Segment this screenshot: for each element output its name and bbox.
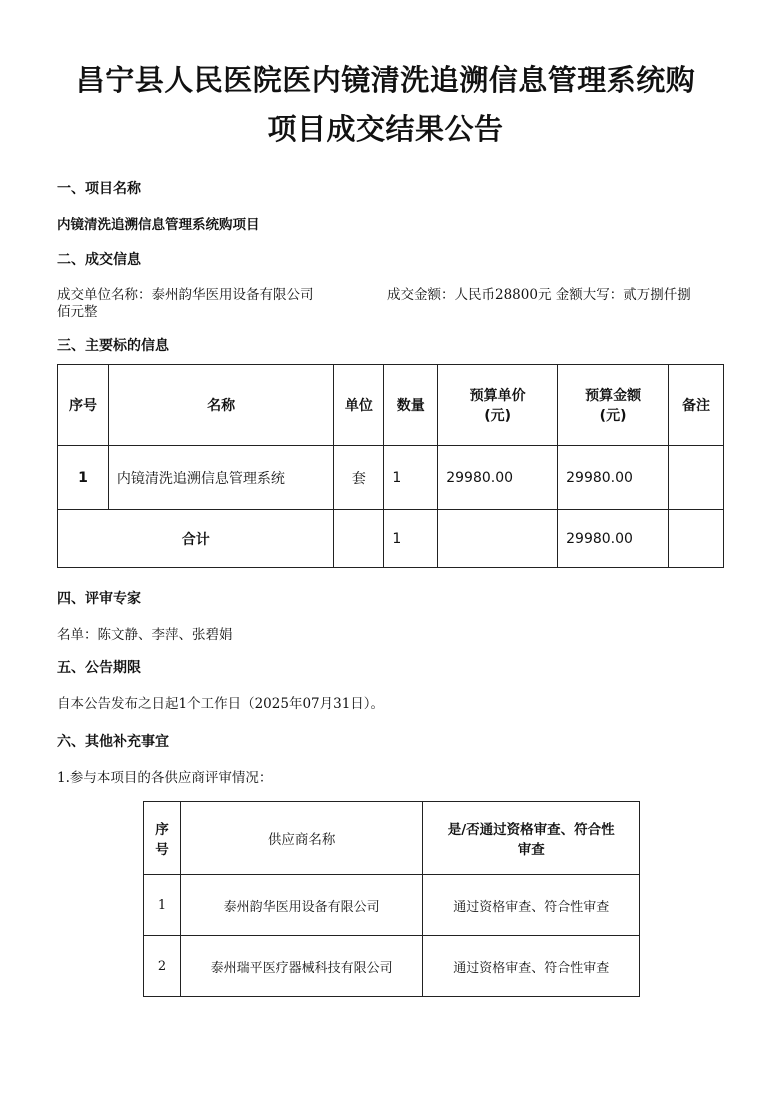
page-title-line1: 昌宁县人民医院医内镜清洗追溯信息管理系统购: [75, 63, 696, 97]
experts-list: 名单：陈文静、李萍、张碧娟: [57, 627, 233, 643]
sup-row-seq: 1: [144, 875, 181, 936]
sup-row-name: 泰州韵华医用设备有限公司: [180, 875, 422, 936]
row-price: 29980.00: [438, 446, 558, 510]
total-qty: 1: [384, 510, 438, 568]
section-1-heading: 一、项目名称: [57, 181, 141, 197]
header-price-line2: (元): [484, 408, 512, 424]
total-amount: 29980.00: [558, 510, 669, 568]
deal-amount-continued: 佰元整: [57, 304, 98, 320]
table-header-row: [58, 365, 724, 446]
total-price: [438, 510, 558, 568]
sup-header-result-line1: 是/否通过资格审查、符合性: [447, 822, 615, 838]
header-name: 名称: [108, 365, 334, 446]
section-4-heading: 四、评审专家: [57, 591, 141, 607]
deal-amount: 成交金额：人民币28800元 金额大写：贰万捌仟捌: [387, 287, 691, 303]
section-2-heading: 二、成交信息: [57, 252, 141, 268]
header-price-line1: 预算单价: [469, 388, 526, 404]
sup-header-result-line2: 审查: [517, 842, 545, 858]
sup-header-name: 供应商名称: [180, 802, 422, 875]
header-seq: 序号: [58, 365, 109, 446]
header-price: [438, 365, 558, 446]
total-unit: [334, 510, 384, 568]
sup-header-result: [423, 802, 640, 875]
sup-header-seq: [144, 802, 181, 875]
sup-header-seq-line1: 序: [155, 822, 169, 838]
table-row: [58, 446, 724, 510]
row-amount: 29980.00: [558, 446, 669, 510]
row-remark: [669, 446, 724, 510]
supplier-intro: 1.参与本项目的各供应商评审情况：: [57, 770, 273, 786]
header-qty: 数量: [384, 365, 438, 446]
total-label: 合计: [58, 510, 334, 568]
supplier-header-row: [144, 802, 640, 875]
main-items-table: [57, 364, 724, 568]
header-amount: [558, 365, 669, 446]
section-5-heading: 五、公告期限: [57, 660, 141, 676]
header-amount-line2: (元): [599, 408, 627, 424]
section-3-heading: 三、主要标的信息: [57, 338, 169, 354]
project-name: 内镜清洗追溯信息管理系统购项目: [57, 217, 260, 233]
row-qty: 1: [384, 446, 438, 510]
header-amount-line1: 预算金额: [585, 388, 642, 404]
section-6-heading: 六、其他补充事宜: [57, 734, 169, 750]
notice-period: 自本公告发布之日起1个工作日（2025年07月31日）。: [57, 696, 385, 712]
deal-unit: 成交单位名称：泰州韵华医用设备有限公司: [57, 287, 314, 303]
sup-row-result: 通过资格审查、符合性审查: [423, 936, 640, 997]
table-row: [144, 936, 640, 997]
sup-row-seq: 2: [144, 936, 181, 997]
header-unit: 单位: [334, 365, 384, 446]
supplier-review-table: [143, 801, 640, 997]
table-row: [144, 875, 640, 936]
total-remark: [669, 510, 724, 568]
row-unit: 套: [334, 446, 384, 510]
row-name: 内镜清洗追溯信息管理系统: [108, 446, 334, 510]
page-title-line2: 项目成交结果公告: [267, 112, 504, 146]
sup-header-seq-line2: 号: [155, 842, 169, 858]
table-total-row: [58, 510, 724, 568]
header-remark: 备注: [669, 365, 724, 446]
sup-row-result: 通过资格审查、符合性审查: [423, 875, 640, 936]
sup-row-name: 泰州瑞平医疗器械科技有限公司: [180, 936, 422, 997]
row-seq: 1: [58, 446, 109, 510]
